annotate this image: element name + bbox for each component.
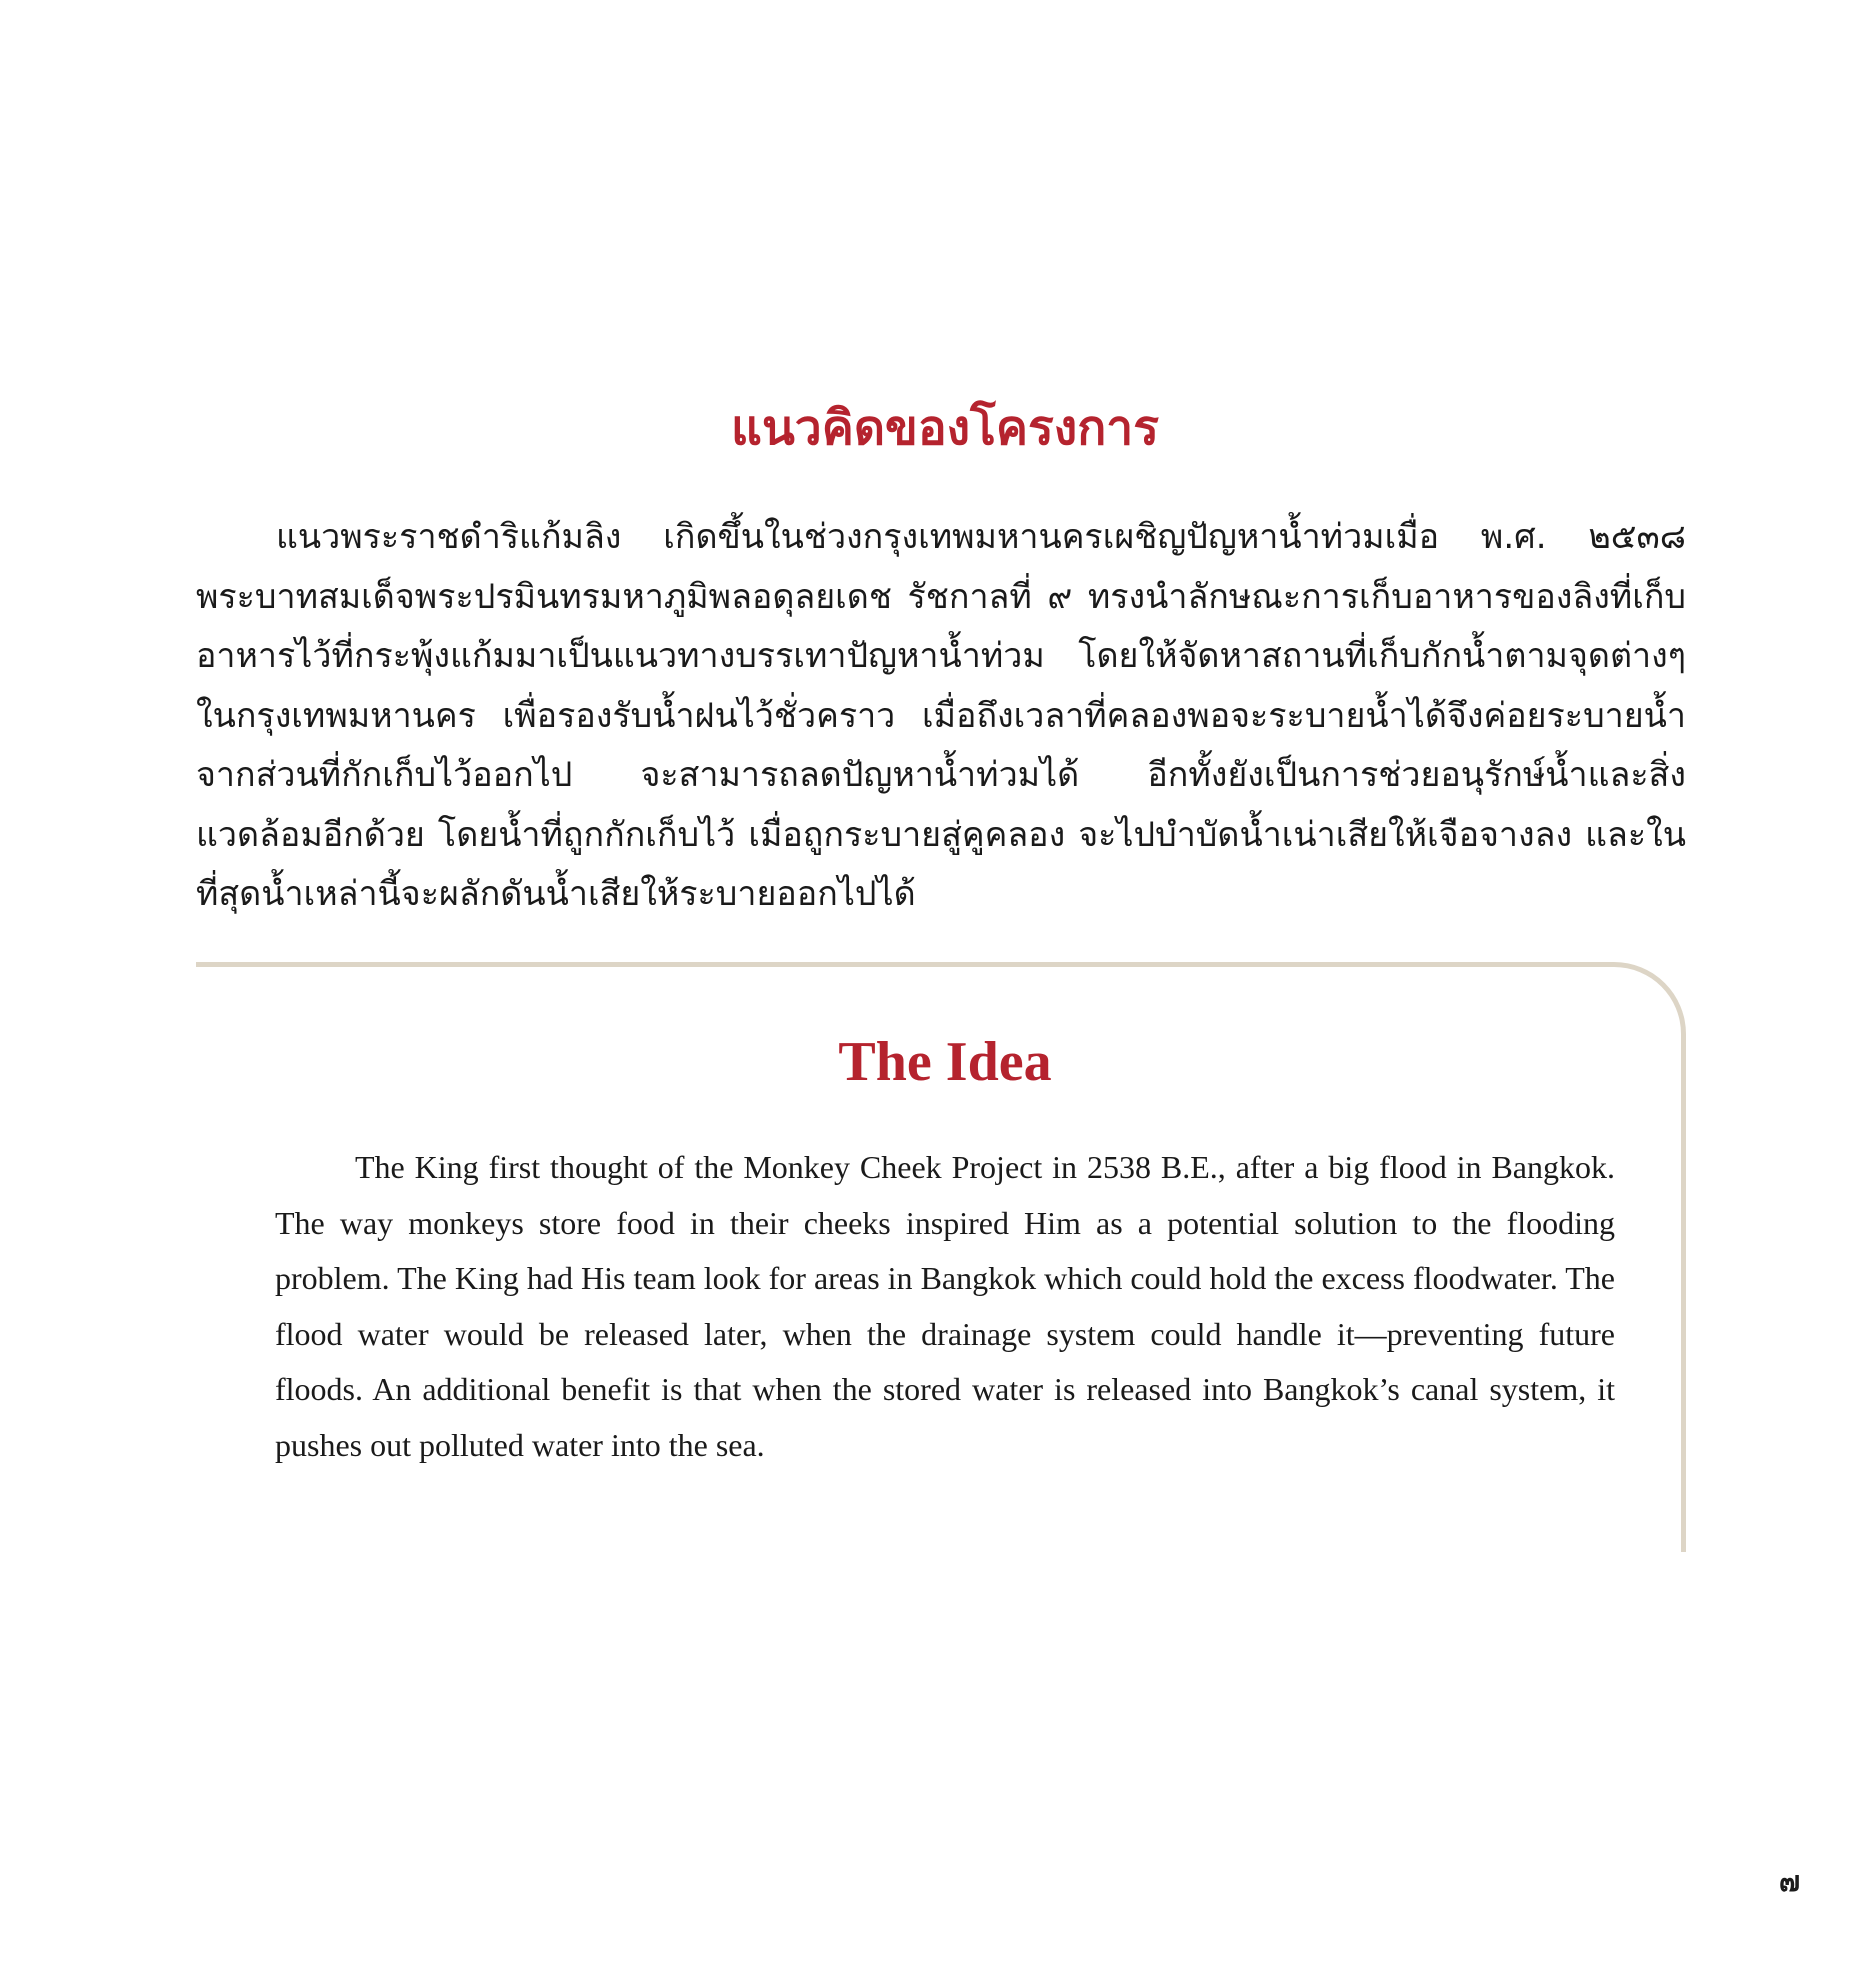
english-section-title: The Idea (838, 1031, 1052, 1093)
thai-section-body: แนวพระราชดำริแก้มลิง เกิดขึ้นในช่วงกรุงเทพมหานครเผชิญปัญหาน้ำท่วมเมื่อ พ.ศ. ๒๕๓๘ พระบาทสมเด็จพระปรมินทรมหาภูมิพลอดุลยเดช รัชกาลที่ ๙ ทรงนำลักษณะการเก็บอาหารของลิงที่เก็บอาหารไว้ที่กระพุ้งแก้มมาเป็นแนวทางบรรเทาปัญหาน้ำท่วม โดยให้จัดหาสถานที่เก็บกักน้ำตามจุดต่างๆ ในกรุงเทพมหานคร เพื่อรองรับน้ำฝนไว้ชั่วคราว เมื่อถึงเวลาที่คลองพอจะระบายน้ำได้จึงค่อยระบายน้ำจากส่วนที่กักเก็บไว้ออกไป จะสามารถลดปัญหาน้ำท่วมได้ อีกทั้งยังเป็นการช่วยอนุรักษ์น้ำและสิ่งแวดล้อมอีกด้วย โดยน้ำที่ถูกกักเก็บไว้ เมื่อถูกระบายสู่คูคลอง จะไปบำบัดน้ำเน่าเสียให้เจือจางลง และในที่สุดน้ำเหล่านี้จะผลักดันน้ำเสียให้ระบายออกไปได้ (196, 517, 1686, 914)
english-section-body: The King first thought of the Monkey Cheek Project in 2538 B.E., after a big flood in Bangkok. The way monkeys store food in their cheeks inspired Him as a potential solution to the flooding problem. The King had His team look for areas in Bangkok which could hold the excess floodwater. The flood water would be released later, when the drainage system could handle it—preventing future floods. An additional benefit is that when the stored water is released into Bangkok’s canal system, it pushes out polluted water into the sea. (275, 1149, 1615, 1463)
page-number: ๗ (1778, 1865, 1800, 1898)
thai-section-title: แนวคิดของโครงการ (731, 400, 1159, 456)
